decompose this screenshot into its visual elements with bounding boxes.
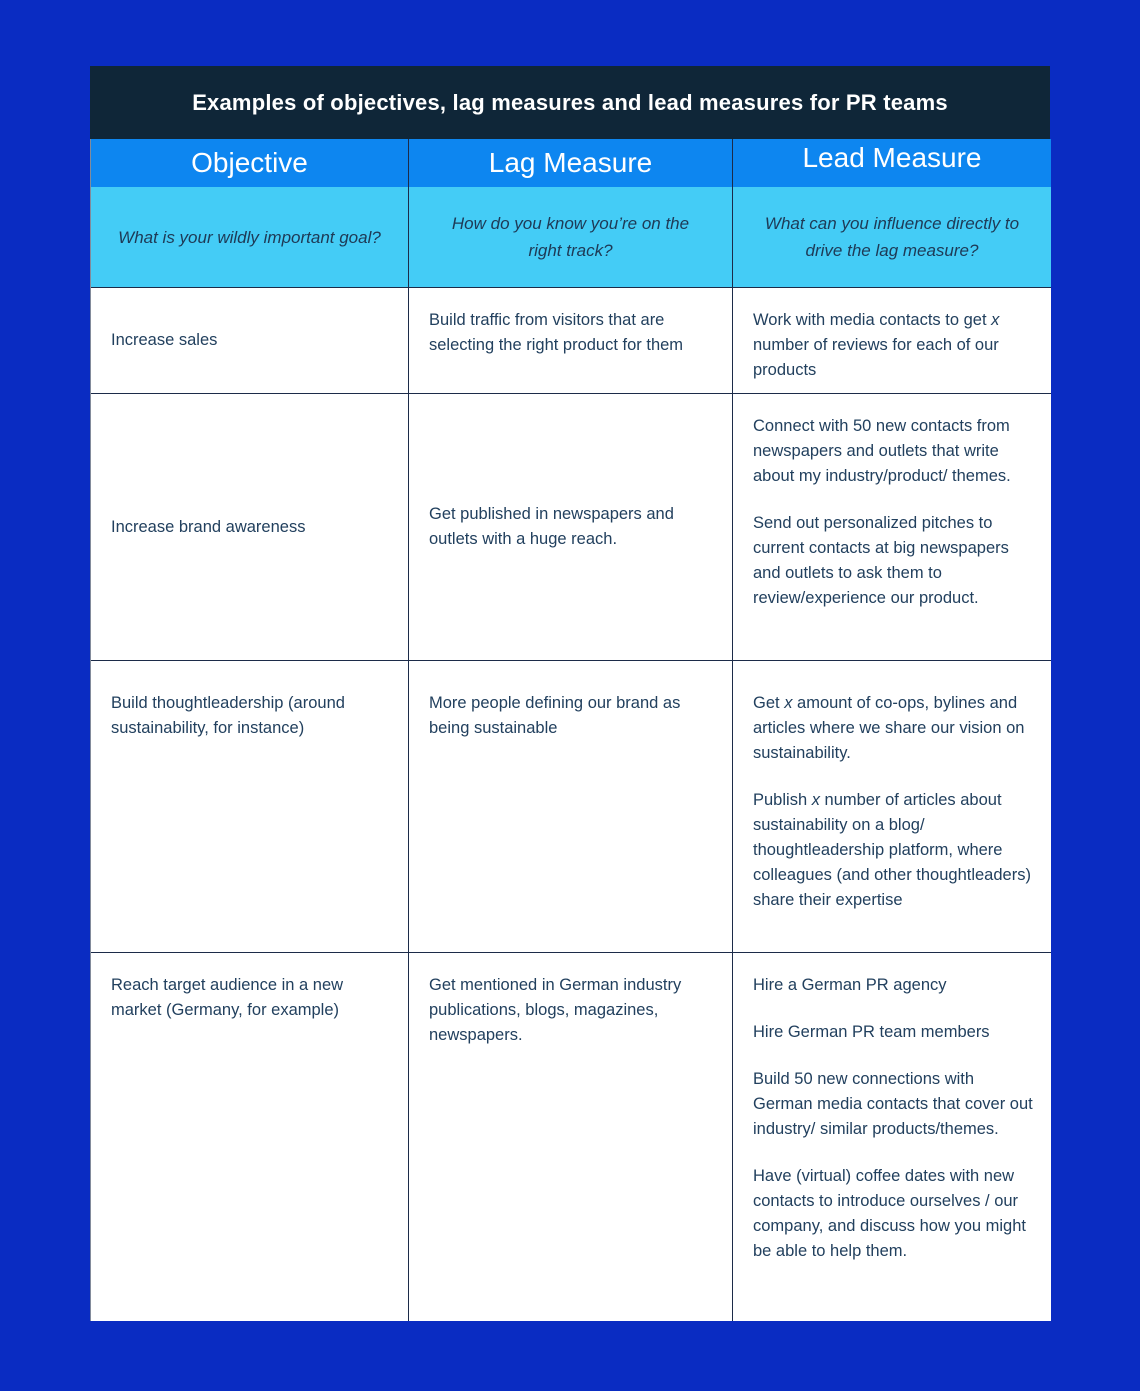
- lag-text: More people defining our brand as being sustainable: [429, 694, 681, 737]
- cell-row1-lag: [409, 287, 733, 393]
- subtitle-text-objective: What is your wildly important goal?: [118, 227, 381, 247]
- table-grid: [90, 139, 1050, 1321]
- subtitle-text-lead-measure: What can you influence directly to drive the lag measure?: [764, 214, 1020, 260]
- subtitle-cell-lag-measure: [409, 187, 733, 287]
- pr-measures-table: [90, 66, 1050, 1321]
- lag-text: Get published in newspapers and outlets with a huge reach.: [429, 505, 674, 548]
- subtitle-cell-lead-measure: [733, 187, 1051, 287]
- lead-paragraph: Get x amount of co-ops, bylines and articles where we share our vision on sustainability.: [753, 694, 1025, 762]
- cell-row3-lead: [733, 660, 1051, 952]
- cell-row1-objective: [91, 287, 409, 393]
- lead-paragraph: Connect with 50 new contacts from newspapers and outlets that write about my industry/product/ themes.: [753, 417, 1011, 485]
- objective-text: Reach target audience in a new market (Germany, for example): [111, 976, 344, 1019]
- cell-row1-lead: [733, 287, 1051, 393]
- lead-paragraph: Publish x number of articles about sustainability on a blog/ thoughtleadership platform, where colleagues (and other thoughtleaders) share their expertise: [753, 791, 1031, 909]
- objective-text: Increase sales: [111, 331, 218, 349]
- header-label-objective: Objective: [191, 147, 308, 178]
- lead-paragraph: Work with media contacts to get x number of reviews for each of our products: [753, 311, 1000, 379]
- cell-row2-objective: [91, 393, 409, 660]
- subtitle-text-lag-measure: How do you know you’re on the right track?: [451, 214, 690, 260]
- table-title: Examples of objectives, lag measures and lead measures for PR teams: [192, 89, 948, 115]
- cell-row2-lag: [409, 393, 733, 660]
- lead-paragraph: Build 50 new connections with German media contacts that cover out industry/ similar products/themes.: [753, 1070, 1033, 1138]
- cell-row4-lead: [733, 952, 1051, 1321]
- lead-paragraph: Have (virtual) coffee dates with new contacts to introduce ourselves / our company, and discuss how you might be able to help them.: [753, 1167, 1026, 1260]
- cell-row3-lag: [409, 660, 733, 952]
- cell-row4-objective: [91, 952, 409, 1321]
- lead-paragraph: Send out personalized pitches to current contacts at big newspapers and outlets to ask them to review/experience our product.: [753, 514, 1009, 607]
- lead-paragraph: Hire German PR team members: [753, 1023, 990, 1041]
- lag-text: Get mentioned in German industry publications, blogs, magazines, newspapers.: [429, 976, 682, 1044]
- objective-text: Build thoughtleadership (around sustainability, for instance): [111, 694, 345, 737]
- subtitle-cell-objective: [91, 187, 409, 287]
- table-title-bar: [90, 66, 1050, 139]
- cell-row3-objective: [91, 660, 409, 952]
- header-label-lead-measure: Lead Measure: [802, 142, 982, 173]
- lead-paragraph: Hire a German PR agency: [753, 976, 947, 994]
- header-label-lag-measure: Lag Measure: [488, 147, 653, 178]
- header-cell-lag-measure: [409, 139, 733, 187]
- cell-row2-lead: [733, 393, 1051, 660]
- lag-text: Build traffic from visitors that are selecting the right product for them: [429, 311, 684, 354]
- cell-row4-lag: [409, 952, 733, 1321]
- header-cell-lead-measure: [733, 139, 1051, 187]
- header-cell-objective: [91, 139, 409, 187]
- objective-text: Increase brand awareness: [111, 517, 306, 536]
